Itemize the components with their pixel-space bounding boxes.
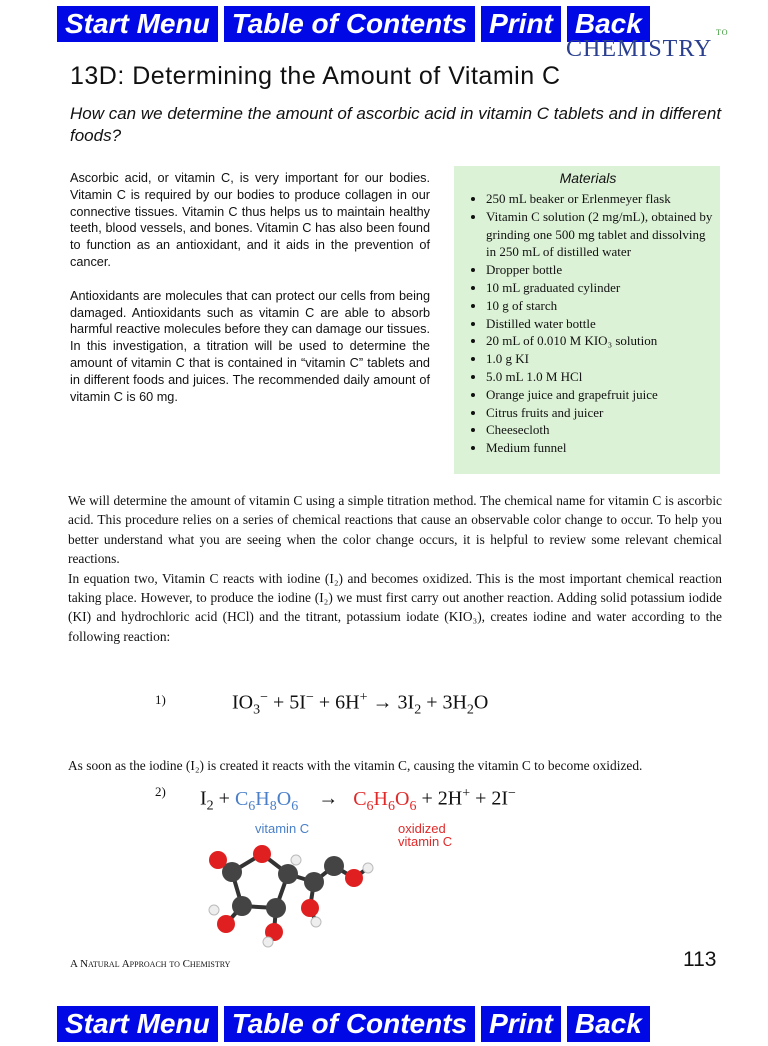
vitamin-c-label: vitamin C [255,821,310,836]
oxidation-text: As soon as the iodine (I₂) is created it reacts with the vitamin C, causing the vitamin C to become oxidized. [68,758,643,773]
equation-2-number: 2) [155,784,166,799]
table-of-contents-button[interactable]: Table of Contents [224,1006,475,1042]
top-nav [57,6,650,46]
list-item: • Medium funnel [486,439,714,457]
footer-book-title: A Natural Approach to Chemistry [70,958,231,970]
page-title: 13D: Determining the Amount of Vitamin C [70,62,561,90]
oxidized-label: oxidized [398,821,446,836]
brand-name: CHEMISTRY [566,36,713,62]
list-item: • Cheesecloth [486,421,714,439]
list-item: • 10 g of starch [486,297,714,315]
brand-logo [566,28,729,63]
list-item: • 5.0 mL 1.0 M HCl [486,368,714,386]
oxidized-vitamin-label: vitamin C [398,834,453,849]
materials-box [454,166,720,474]
page-number: 113 [683,948,717,971]
materials-title: Materials [559,170,617,186]
body-paragraph: We will determine the amount of vitamin C using a simple titration method. The chemical name for vitamin C is ascorbic acid. This procedure relies on a series of chemical reactions that cause an observable color change to occur. To help you better understand what you are seeing when the color change occurs, it is helpful to review some relevant chemical reactions. [68,493,722,567]
bottom-nav [57,1006,650,1046]
materials-list [462,190,714,457]
back-button[interactable]: Back [567,1006,650,1042]
list-item: • 1.0 g KI [486,350,714,368]
equation-2: $I_2 + C_6H_8O_6$ → $C_6H_6O_6 + 2H^+ + 2I^-$ [200,786,516,814]
start-menu-button[interactable]: Start Menu [57,6,218,42]
start-menu-button[interactable]: Start Menu [57,1006,218,1042]
list-item: • 250 mL beaker or Erlenmeyer flask [486,190,714,208]
equation-1: $IO_3^- + 5I^- + 6H^+ \to 3I_2 + 3H_2O$ [232,690,489,718]
list-item: • Citrus fruits and juicer [486,404,714,422]
list-item: • 10 mL graduated cylinder [486,279,714,297]
list-item: • 20 mL of 0.010 M KIO₃ solution [486,332,714,350]
list-item: • Vitamin C solution (2 mg/mL), obtained by grinding one 500 mg tablet and dissolving in 250 mL of distilled water [486,208,714,261]
equation-1-number: 1) [155,692,166,707]
body-text [68,491,722,646]
intro-paragraph: Antioxidants are molecules that can protect our cells from being damaged. Antioxidants such as vitamin C are able to absorb harmful reactive molecules before they can damage our tissues. In this investigation, a titration will be used to determine the amount of vitamin C that is contained in “vitamin C” tablets and in different foods and juices. The recommended daily amount of vitamin C is 60 mg. [70,288,430,404]
guiding-question: How can we determine the amount of ascorbic acid in vitamin C tablets and in different foods? [70,104,722,145]
vitamin-c-molecule-image [196,838,376,950]
list-item: • Orange juice and grapefruit juice [486,386,714,404]
list-item: • Dropper bottle [486,261,714,279]
intro-paragraph: Ascorbic acid, or vitamin C, is very important for our bodies. Vitamin C is required by our bodies to produce collagen in our connective tissues. Vitamin C thus helps us to maintain healthy teeth, blood vessels, and bones. Vitamin C has also been found to function as an antioxidant, and it aids in the prevention of cancer. [70,171,430,269]
table-of-contents-button[interactable]: Table of Contents [224,6,475,42]
print-button[interactable]: Print [481,1006,561,1042]
brand-tag: TO [716,28,729,37]
list-item: • Distilled water bottle [486,315,714,333]
back-button[interactable]: Back [567,6,650,42]
print-button[interactable]: Print [481,6,561,42]
intro-text [70,170,430,422]
body-paragraph: In equation two, Vitamin C reacts with iodine (I₂) and becomes oxidized. This is the most important chemical reaction taking place. However, to produce the iodine (I₂) we must first carry out another reaction. Adding solid potassium iodide (KI) and hydrochloric acid (HCl) and the titrant, potassium iodate (KIO₃), creates iodine and water according to the following reaction: [68,570,722,644]
